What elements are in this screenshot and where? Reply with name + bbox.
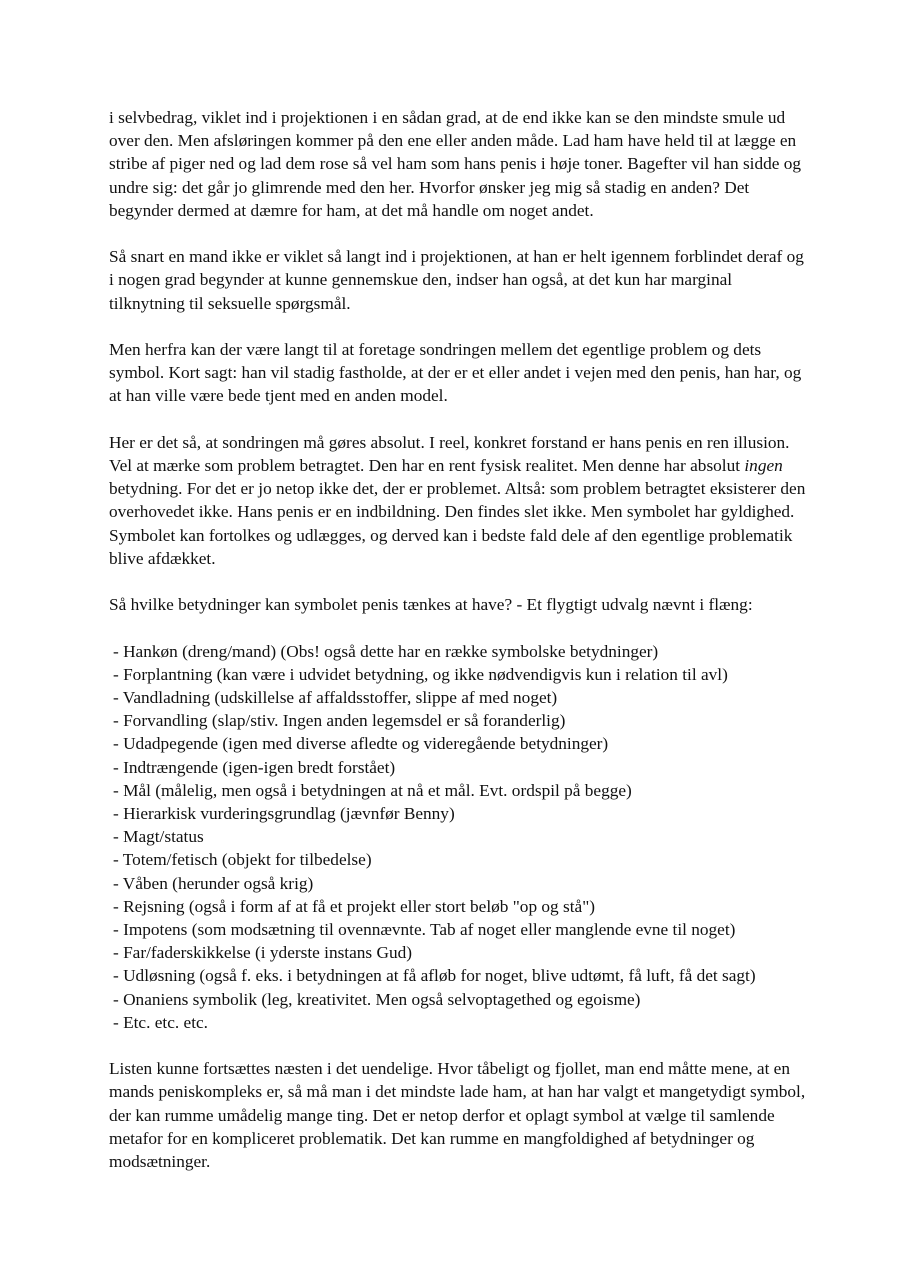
list-item: - Magt/status [113,827,204,847]
paragraph-1: i selvbedrag, viklet ind i projektionen i en sådan grad, at de end ikke kan se den mindste smule ud over den. Men afsløringen kommer på den ene eller anden måde. Lad ham have held til at lægge en stribe af piger ned og lad dem rose så vel ham som hans penis i høje toner. Bagefter vil han sidde og undre sig: det går jo glimrende med den her. Hvorfor ønsker jeg mig så stadig en anden? Det begynder dermed at dæmre for ham, at det må handle om noget andet. [109,108,802,220]
list-item: - Etc. etc. etc. [113,1012,208,1032]
paragraph-4-text-before: Her er det så, at sondringen må gøres absolut. I reel, konkret forstand er hans penis en ren illusion. Vel at mærke som problem betragtet. Den har en rent fysisk realitet. Men denne har absolut [109,432,790,475]
list-item: - Vandladning (udskillelse af affaldsstoffer, slippe af med noget) [113,688,558,707]
document-body [109,106,809,1196]
closing-paragraph: Listen kunne fortsættes næsten i det uendelige. Hvor tåbeligt og fjollet, man end måtte mene, at en mands peniskompleks er, så må man i det mindste lade ham, at han har valgt et mangetydigt symbol, der kan rumme umådelig mange ting. Det er netop derfor et oplagt symbol at vælge til samlende metafor for en kompliceret problematik. Det kan rumme en mangfoldighed af betydninger og modsætninger. [109,1059,806,1172]
paragraph-4 [109,431,809,570]
list-item: - Impotens (som modsætning til ovennævnte. Tab af noget eller manglende evne til noget) [113,920,736,940]
paragraph-2: Så snart en mand ikke er viklet så langt ind i projektionen, at han er helt igennem forblindet deraf og i nogen grad begynder at kunne gennemskue den, indser han også, at det kun har marginal tilknytning til seksuelle spørgsmål. [109,247,804,313]
paragraph-3: Men herfra kan der være langt til at foretage sondringen mellem det egentlige problem og dets symbol. Kort sagt: han vil stadig fastholde, at der er et eller andet i vejen med den penis, han har, og at han ville være bede tjent med en anden model. [109,340,802,406]
list-item: - Våben (herunder også krig) [113,873,314,893]
list-item: - Mål (målelig, men også i betydningen at nå et mål. Evt. ordspil på begge) [113,780,632,800]
list-item: - Indtrængende (igen-igen bredt forstået) [113,757,396,777]
list-item: - Forvandling (slap/stiv. Ingen anden legemsdel er så foranderlig) [113,711,566,731]
list-item: - Totem/fetisch (objekt for tilbedelse) [113,850,372,870]
paragraph-4-text-after: betydning. For det er jo netop ikke det, der er problemet. Altså: som problem betragtet eksisterer den overhovedet ikke. Hans penis er en indbildning. Den findes slet ikke. Men symbolet har gyldighed. Symbolet kan fortolkes og udlægges, og derved kan i bedste fald dele af den egentlige problematik blive afdækket. [109,479,806,568]
list-item: - Udadpegende (igen med diverse afledte og videregående betydninger) [113,734,609,754]
list-item: - Onaniens symbolik (leg, kreativitet. Men også selvoptagethed og egoisme) [113,989,641,1009]
list-item: - Forplantning (kan være i udvidet betydning, og ikke nødvendigvis kun i relation til avl) [113,664,728,684]
list-item: - Rejsning (også i form af at få et projekt eller stort beløb "op og stå") [113,896,596,916]
paragraph-4-italic-word: ingen [744,456,783,475]
list-item: - Far/faderskikkelse (i yderste instans Gud) [113,943,412,963]
list-item: - Udløsning (også f. eks. i betydningen at få afløb for noget, blive udtømt, få luft, få det sagt) [113,966,756,986]
list-intro: Så hvilke betydninger kan symbolet penis tænkes at have? - Et flygtigt udvalg nævnt i flæng: [109,595,753,615]
list-item: - Hankøn (dreng/mand) (Obs! også dette har en række symbolske betydninger) [113,641,659,661]
symbol-meanings-list [109,640,809,1034]
list-item: - Hierarkisk vurderingsgrundlag (jævnfør Benny) [113,804,455,824]
